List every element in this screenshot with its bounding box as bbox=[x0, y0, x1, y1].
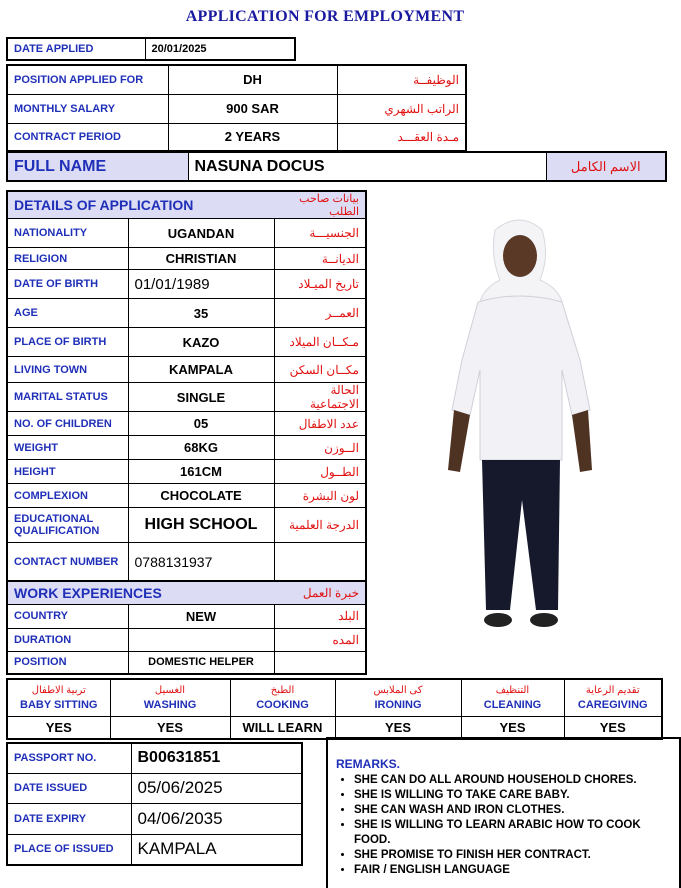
position-label: POSITION APPLIED FOR bbox=[7, 65, 168, 94]
contract-label: CONTRACT PERIOD bbox=[7, 123, 168, 151]
nationality-arabic: الجنسيـــة bbox=[274, 219, 366, 248]
place-of-birth-arabic: مـكــان الميلاد bbox=[274, 328, 366, 357]
contact-arabic bbox=[274, 543, 366, 582]
work-header: WORK EXPERIENCES bbox=[7, 581, 274, 604]
position-arabic: الوظيفــة bbox=[337, 65, 466, 94]
remark-item: • SHE PROMISE TO FINISH HER CONTRACT. bbox=[354, 848, 673, 863]
table-row bbox=[7, 270, 366, 299]
contact-value: 0788131937 bbox=[128, 543, 274, 582]
position-table bbox=[6, 64, 467, 152]
skill-value: YES bbox=[110, 716, 230, 739]
skill-caregiving bbox=[564, 679, 662, 716]
complexion-arabic: لون البشرة bbox=[274, 484, 366, 508]
skill-label: COOKING bbox=[256, 698, 309, 711]
place-issued-value: KAMPALA bbox=[131, 834, 302, 865]
skill-value: YES bbox=[564, 716, 662, 739]
date-expiry-label: DATE EXPIRY bbox=[7, 803, 131, 834]
remarks-list bbox=[336, 773, 673, 878]
table-row bbox=[7, 94, 466, 123]
children-value: 05 bbox=[128, 412, 274, 436]
skill-label: IRONING bbox=[374, 698, 422, 711]
duration-arabic: المده bbox=[274, 628, 366, 651]
nationality-label: NATIONALITY bbox=[7, 219, 128, 248]
table-row bbox=[7, 773, 302, 803]
living-town-label: LIVING TOWN bbox=[7, 357, 128, 383]
education-arabic: الدرجة العلمية bbox=[274, 508, 366, 543]
table-row bbox=[7, 123, 466, 151]
height-label: HEIGHT bbox=[7, 460, 128, 484]
table-row bbox=[7, 383, 366, 412]
skill-value: YES bbox=[335, 716, 461, 739]
table-row bbox=[7, 508, 366, 543]
contact-label: CONTACT NUMBER bbox=[7, 543, 128, 582]
table-row bbox=[7, 248, 366, 270]
nationality-value: UGANDAN bbox=[128, 219, 274, 248]
skill-arabic: تربية الاطفال bbox=[31, 684, 86, 696]
table-row bbox=[7, 628, 366, 651]
living-town-arabic: مكــان السكن bbox=[274, 357, 366, 383]
children-label: NO. OF CHILDREN bbox=[7, 412, 128, 436]
table-row bbox=[7, 65, 466, 94]
date-applied-table bbox=[6, 37, 296, 61]
skill-arabic: الطبخ bbox=[270, 684, 295, 696]
position-value: DH bbox=[168, 65, 337, 94]
details-header-arabic: بيانات صاحب الطلب bbox=[274, 191, 366, 219]
work-header-arabic: خبرة العمل bbox=[274, 581, 366, 604]
skills-value-row bbox=[7, 716, 662, 739]
skill-label: CAREGIVING bbox=[577, 698, 648, 711]
details-header-row bbox=[7, 191, 366, 219]
education-label: EDUCATIONAL QUALIFICATION bbox=[7, 508, 128, 543]
skill-baby-sitting bbox=[7, 679, 110, 716]
skill-cooking bbox=[230, 679, 335, 716]
salary-label: MONTHLY SALARY bbox=[7, 94, 168, 123]
date-expiry-value: 04/06/2035 bbox=[131, 803, 302, 834]
religion-value: CHRISTIAN bbox=[128, 248, 274, 270]
country-label: COUNTRY bbox=[7, 604, 128, 628]
duration-value bbox=[128, 628, 274, 651]
weight-arabic: الــوزن bbox=[274, 436, 366, 460]
table-row bbox=[7, 604, 366, 628]
remarks-box bbox=[326, 737, 681, 888]
remark-item: • SHE CAN DO ALL AROUND HOUSEHOLD CHORES. bbox=[354, 773, 673, 788]
marital-status-arabic: الحالة الاجتماعية bbox=[274, 383, 366, 412]
date-issued-value: 05/06/2025 bbox=[131, 773, 302, 803]
age-arabic: العمــر bbox=[274, 299, 366, 328]
age-label: AGE bbox=[7, 299, 128, 328]
weight-label: WEIGHT bbox=[7, 436, 128, 460]
table-row bbox=[7, 651, 366, 674]
passport-no-label: PASSPORT NO. bbox=[7, 743, 131, 773]
details-header: DETAILS OF APPLICATION bbox=[7, 191, 274, 219]
remarks-title: REMARKS. bbox=[336, 757, 401, 771]
height-value: 161CM bbox=[128, 460, 274, 484]
marital-status-value: SINGLE bbox=[128, 383, 274, 412]
place-of-birth-value: KAZO bbox=[128, 328, 274, 357]
full-name-table bbox=[6, 151, 667, 182]
skill-ironing bbox=[335, 679, 461, 716]
contract-arabic: مـدة العقـــد bbox=[337, 123, 466, 151]
skill-value: WILL LEARN bbox=[230, 716, 335, 739]
table-row bbox=[7, 436, 366, 460]
full-name-value: NASUNA DOCUS bbox=[188, 152, 546, 181]
position-exp-label: POSITION bbox=[7, 651, 128, 674]
table-row bbox=[7, 803, 302, 834]
place-issued-label: PLACE OF ISSUED bbox=[7, 834, 131, 865]
passport-table bbox=[6, 742, 303, 866]
table-row bbox=[7, 299, 366, 328]
table-row bbox=[7, 460, 366, 484]
age-value: 35 bbox=[128, 299, 274, 328]
position-exp-value: DOMESTIC HELPER bbox=[128, 651, 274, 674]
table-row bbox=[7, 219, 366, 248]
remark-item: • SHE IS WILLING TO TAKE CARE BABY. bbox=[354, 788, 673, 803]
skill-label: CLEANING bbox=[483, 698, 542, 711]
living-town-value: KAMPALA bbox=[128, 357, 274, 383]
table-row bbox=[7, 328, 366, 357]
skill-value: YES bbox=[461, 716, 564, 739]
skill-arabic: التنظيف bbox=[495, 684, 530, 696]
marital-status-label: MARITAL STATUS bbox=[7, 383, 128, 412]
passport-no-value: B00631851 bbox=[131, 743, 302, 773]
skill-washing bbox=[110, 679, 230, 716]
date-issued-label: DATE ISSUED bbox=[7, 773, 131, 803]
dob-value: 01/01/1989 bbox=[128, 270, 274, 299]
full-name-arabic: الاسم الكامل bbox=[546, 152, 666, 181]
dob-label: DATE OF BIRTH bbox=[7, 270, 128, 299]
remark-item: • FAIR / ENGLISH LANGUAGE bbox=[354, 863, 673, 878]
date-applied-value: 20/01/2025 bbox=[145, 38, 295, 60]
height-arabic: الطــول bbox=[274, 460, 366, 484]
country-arabic: البلد bbox=[274, 604, 366, 628]
country-value: NEW bbox=[128, 604, 274, 628]
table-row bbox=[7, 834, 302, 865]
skill-label: BABY SITTING bbox=[20, 698, 98, 711]
education-value: HIGH SCHOOL bbox=[128, 508, 274, 543]
children-arabic: عدد الاطفال bbox=[274, 412, 366, 436]
religion-label: RELIGION bbox=[7, 248, 128, 270]
skills-header-row bbox=[7, 679, 662, 716]
remark-item: • SHE CAN WASH AND IRON CLOTHES. bbox=[354, 803, 673, 818]
duration-label: DURATION bbox=[7, 628, 128, 651]
table-row bbox=[7, 357, 366, 383]
skill-value: YES bbox=[7, 716, 110, 739]
skill-arabic: الغسيل bbox=[154, 684, 186, 696]
table-row bbox=[7, 412, 366, 436]
complexion-value: CHOCOLATE bbox=[128, 484, 274, 508]
full-name-label: FULL NAME bbox=[7, 152, 188, 181]
applicant-photo bbox=[440, 210, 600, 640]
salary-arabic: الراتب الشهري bbox=[337, 94, 466, 123]
place-of-birth-label: PLACE OF BIRTH bbox=[7, 328, 128, 357]
applicant-figure bbox=[440, 210, 600, 640]
contract-value: 2 YEARS bbox=[168, 123, 337, 151]
work-header-row bbox=[7, 581, 366, 604]
salary-value: 900 SAR bbox=[168, 94, 337, 123]
table-row bbox=[7, 484, 366, 508]
page-title: APPLICATION FOR EMPLOYMENT bbox=[185, 8, 465, 25]
skill-arabic: كى الملابس bbox=[373, 684, 423, 696]
complexion-label: COMPLEXION bbox=[7, 484, 128, 508]
table-row bbox=[7, 543, 366, 582]
skill-arabic: تقديم الرعاية bbox=[585, 684, 640, 696]
details-table bbox=[6, 190, 367, 583]
remark-item: • SHE IS WILLING TO LEARN ARABIC HOW TO COOK FOOD. bbox=[354, 818, 673, 848]
religion-arabic: الديانــة bbox=[274, 248, 366, 270]
weight-value: 68KG bbox=[128, 436, 274, 460]
work-table bbox=[6, 580, 367, 675]
date-applied-label: DATE APPLIED bbox=[7, 38, 145, 60]
skill-cleaning bbox=[461, 679, 564, 716]
table-row bbox=[7, 743, 302, 773]
skill-label: WASHING bbox=[143, 698, 197, 711]
skills-table bbox=[6, 678, 663, 740]
position-exp-arabic bbox=[274, 651, 366, 674]
dob-arabic: تاريخ الميـلاد bbox=[274, 270, 366, 299]
